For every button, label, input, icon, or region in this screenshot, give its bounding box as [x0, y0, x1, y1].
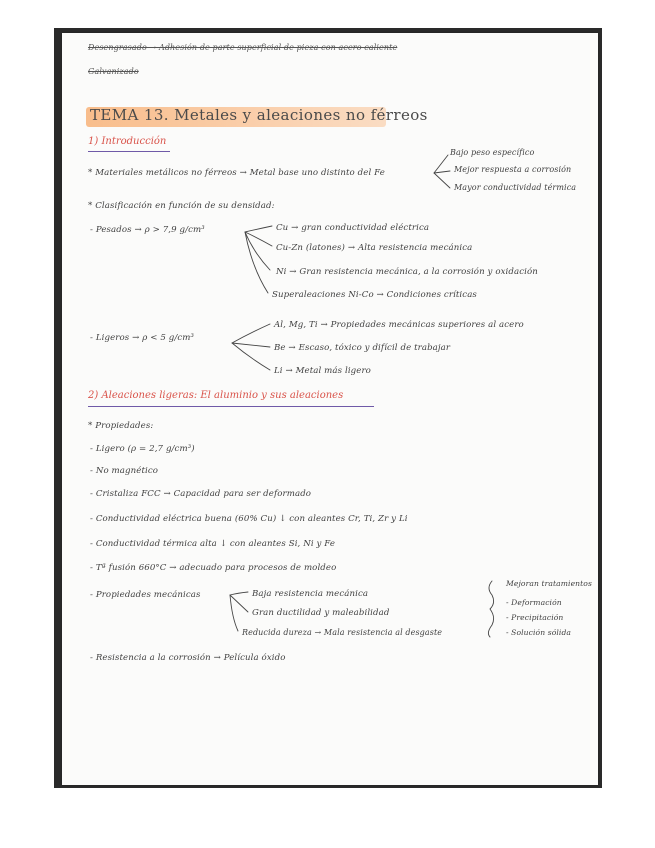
aluminio-property-6: - Tª fusión 660°C → adecuado para procesos de moldeo — [90, 563, 337, 573]
pesados-item-1: Cu → gran conductividad eléctrica — [276, 223, 430, 233]
aluminio-property-4: - Conductividad eléctrica buena (60% Cu) ↓ con aleantes Cr, Ti, Zr y Li — [90, 514, 408, 524]
aluminio-property-2: - No magnético — [90, 466, 159, 476]
ligeros-heading: - Ligeros → ρ < 5 g/cm³ — [90, 333, 195, 343]
section-heading-aleaciones: 2) Aleaciones ligeras: El aluminio y sus aleaciones — [88, 390, 344, 401]
branch-arrows — [62, 33, 598, 785]
intro-property-3: Mayor conductividad térmica — [454, 183, 577, 192]
notebook-page — [62, 33, 598, 785]
aluminio-property-1: - Ligero (ρ = 2,7 g/cm³) — [90, 444, 195, 454]
mejoran-item-2: - Precipitación — [506, 613, 564, 622]
section-heading-introduccion: 1) Introducción — [88, 136, 167, 147]
struck-header-line-1: Desengrasado → Adhesión de parte superficial de pieza con acero caliente — [88, 43, 398, 52]
aluminio-properties-heading: * Propiedades: — [88, 421, 154, 431]
ligeros-item-2: Be → Escaso, tóxico y difícil de trabajar — [274, 343, 451, 353]
pesados-heading: - Pesados → ρ > 7,9 g/cm³ — [90, 225, 205, 235]
pesados-item-3: Ni → Gran resistencia mecánica, a la corrosión y oxidación — [276, 267, 538, 277]
struck-header-line-2: Galvanizado — [88, 67, 139, 76]
aluminio-property-3: - Cristaliza FCC → Capacidad para ser deformado — [90, 489, 312, 499]
intro-line-1: * Materiales metálicos no férreos → Metal base uno distinto del Fe — [88, 168, 385, 178]
mejoran-item-3: - Solución sólida — [506, 628, 572, 637]
ligeros-item-1: Al, Mg, Ti → Propiedades mecánicas superiores al acero — [274, 320, 524, 330]
mecanicas-item-2: Gran ductilidad y maleabilidad — [252, 608, 390, 618]
mecanicas-item-3: Reducida dureza → Mala resistencia al desgaste — [242, 628, 443, 637]
intro-property-2: Mejor respuesta a corrosión — [454, 165, 572, 174]
aluminio-property-7: - Propiedades mecánicas — [90, 590, 201, 600]
pesados-item-4: Superaleaciones Ni-Co → Condiciones críticas — [272, 290, 477, 300]
aluminio-property-5: - Conductividad térmica alta ↓ con aleantes Si, Ni y Fe — [90, 539, 336, 549]
mejoran-heading: Mejoran tratamientos — [506, 579, 592, 588]
ligeros-item-3: Li → Metal más ligero — [274, 366, 371, 376]
aluminio-property-8: - Resistencia a la corrosión → Película óxido — [90, 653, 286, 663]
intro-line-2: * Clasificación en función de su densidad: — [88, 201, 275, 211]
mecanicas-item-1: Baja resistencia mecánica — [252, 589, 369, 599]
intro-property-1: Bajo peso específico — [450, 148, 535, 157]
pesados-item-2: Cu-Zn (latones) → Alta resistencia mecánica — [276, 243, 473, 253]
mejoran-item-1: - Deformación — [506, 598, 562, 607]
page-title: TEMA 13. Metales y aleaciones no férreos — [90, 106, 428, 124]
